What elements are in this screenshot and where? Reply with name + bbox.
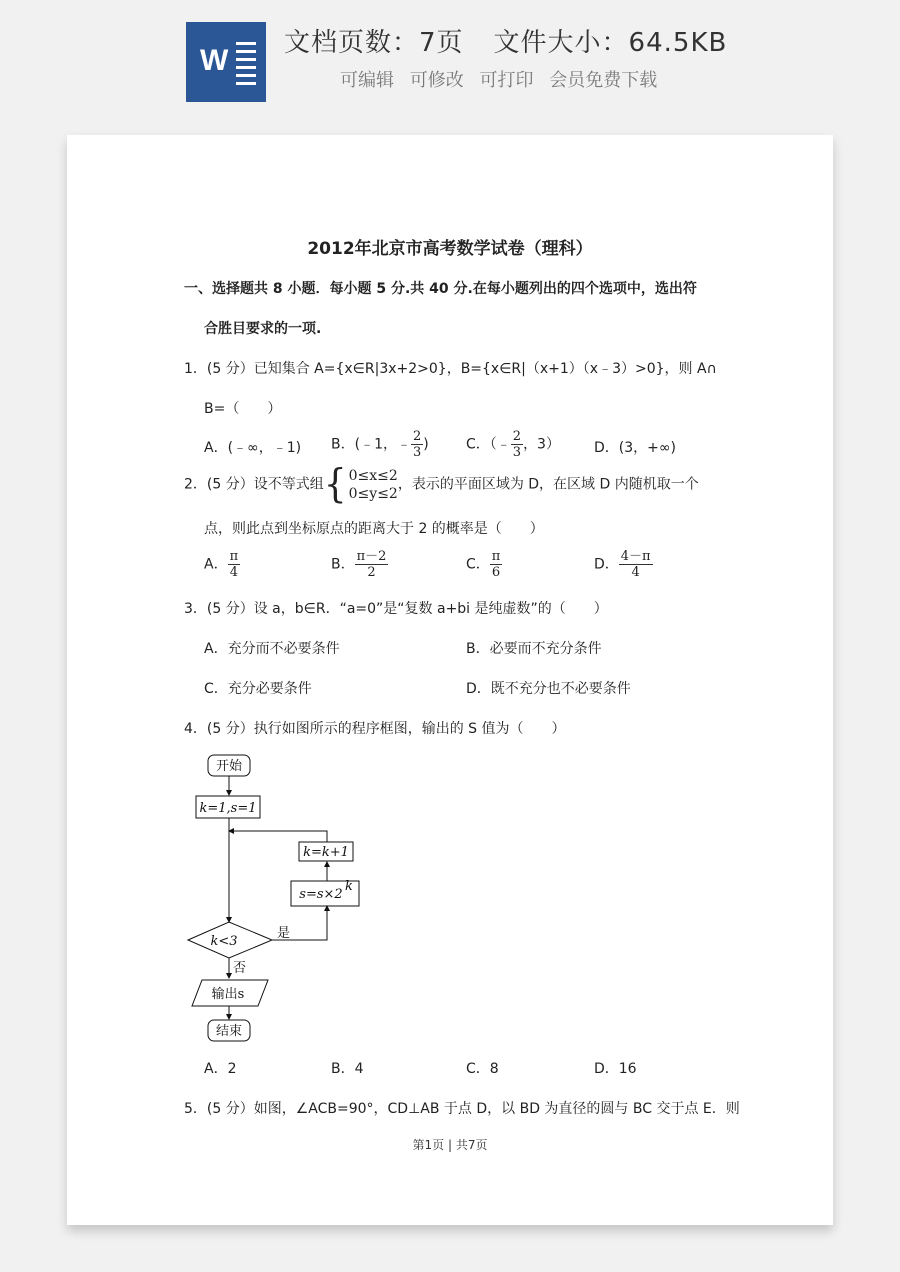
flow-init-label: k=1,s=1	[199, 801, 257, 816]
flow-no-label: 否	[233, 961, 247, 976]
frac-den: 3	[512, 445, 522, 460]
q1-stem: 1．(5 分）已知集合 A={x∈R|3x+2>0}，B={x∈R|（x+1）（x﹣3）>0}，则 A∩	[184, 361, 717, 377]
flow-s-update-label: s=s×2	[299, 887, 343, 902]
q2-c-fraction	[490, 549, 503, 580]
q1-stem-cont: B=（ ）	[204, 401, 282, 417]
feature-editable: 可编辑	[340, 70, 394, 91]
q1-b-close: )	[423, 436, 429, 453]
q4-option-a: A．2	[204, 1061, 237, 1077]
q1-option-a: A．(﹣∞，﹣1)	[204, 440, 302, 456]
frac-den: 3	[412, 445, 422, 460]
flow-s-exponent: k	[345, 879, 353, 894]
q1-b-text: B．(﹣1，﹣	[331, 436, 411, 453]
page-count: 文档页数：7页	[284, 28, 464, 58]
q2-stem-pre: 2．(5 分）设不等式组	[184, 476, 324, 493]
q1-b-fraction	[411, 429, 423, 460]
q2-stem-cont: 点，则此点到坐标原点的距离大于 2 的概率是（ ）	[204, 521, 544, 537]
q2-option-b	[331, 549, 388, 580]
q3-option-a: A．充分而不必要条件	[204, 641, 340, 657]
q2-stem	[184, 461, 699, 508]
frac-num: π－2	[356, 549, 387, 564]
q1-option-d: D．(3，+∞)	[594, 440, 677, 456]
flow-end-label: 结束	[215, 1024, 243, 1039]
flow-start-label: 开始	[215, 759, 243, 774]
section-heading-line1: 一、选择题共 8 小题．每小题 5 分.共 40 分.在每小题列出的四个选项中，选出符	[184, 281, 697, 297]
flow-output-label: 输出s	[211, 987, 245, 1002]
q4-stem: 4．(5 分）执行如图所示的程序框图，输出的 S 值为（ ）	[184, 721, 566, 737]
q1-c-fraction	[511, 429, 523, 460]
q4-option-b: B．4	[331, 1061, 364, 1077]
q2-inequality-system	[349, 467, 398, 503]
frac-num: 4－π	[620, 549, 651, 564]
file-size: 文件大小：64.5KB	[493, 28, 728, 58]
frac-den: 6	[491, 565, 501, 580]
q2-stem-post: ，表示的平面区域为 D，在区域 D 内随机取一个	[397, 476, 699, 493]
q2-a-fraction	[228, 549, 241, 580]
page-footer: 第1页 | 共7页	[412, 1138, 488, 1152]
q2-ineq-1: 0≤x≤2	[348, 467, 398, 484]
word-icon-letter: W	[200, 44, 229, 77]
q2-d-fraction	[619, 549, 653, 580]
flow-yes-label: 是	[277, 926, 291, 941]
frac-num: π	[491, 549, 501, 564]
option-label: C．	[466, 556, 490, 573]
q2-option-c	[466, 549, 502, 580]
feature-modifiable: 可修改	[409, 70, 464, 91]
frac-num: 2	[412, 429, 422, 444]
q2-b-fraction	[355, 549, 389, 580]
frac-den: 4	[229, 565, 238, 580]
q4-option-d: D．16	[594, 1061, 637, 1077]
frac-num: π	[229, 549, 239, 564]
feature-member-download: 会员免费下载	[549, 70, 658, 91]
q2-brace: {	[323, 461, 347, 508]
q5-stem: 5．(5 分）如图，∠ACB=90°，CD⊥AB 于点 D，以 BD 为直径的圆与 BC 交于点 E．则	[184, 1101, 740, 1117]
program-flowchart	[180, 750, 380, 1050]
q2-option-a	[204, 549, 240, 580]
frac-den: 2	[367, 565, 376, 580]
feature-printable: 可打印	[479, 70, 534, 91]
q1-c-close: ，3）	[523, 436, 560, 453]
q1-option-b	[331, 429, 429, 460]
q3-option-d: D．既不充分也不必要条件	[466, 681, 631, 697]
q3-option-b: B．必要而不充分条件	[466, 641, 602, 657]
q1-option-c	[466, 429, 560, 460]
flow-k-update-label: k=k+1	[303, 845, 349, 860]
option-label: B．	[331, 556, 355, 573]
flow-edge-loop	[229, 831, 327, 842]
q2-option-d	[594, 549, 653, 580]
flowchart-svg	[180, 750, 380, 1050]
q1-c-text: C．（﹣	[466, 436, 511, 453]
q2-ineq-2: 0≤y≤2	[348, 485, 398, 502]
q3-option-c: C．充分必要条件	[204, 681, 312, 697]
q4-option-c: C．8	[466, 1061, 499, 1077]
option-label: A．	[204, 556, 228, 573]
frac-num: 2	[512, 429, 522, 444]
section-heading-line2: 合胜目要求的一项.	[204, 321, 322, 337]
doc-title: 2012年北京市高考数学试卷（理科）	[307, 239, 593, 259]
frac-den: 4	[631, 565, 640, 580]
option-label: D．	[594, 556, 619, 573]
q3-stem: 3．(5 分）设 a，b∈R．“a=0”是“复数 a+bi 是纯虚数”的（ ）	[184, 601, 608, 617]
flow-condition-label: k<3	[210, 934, 238, 949]
